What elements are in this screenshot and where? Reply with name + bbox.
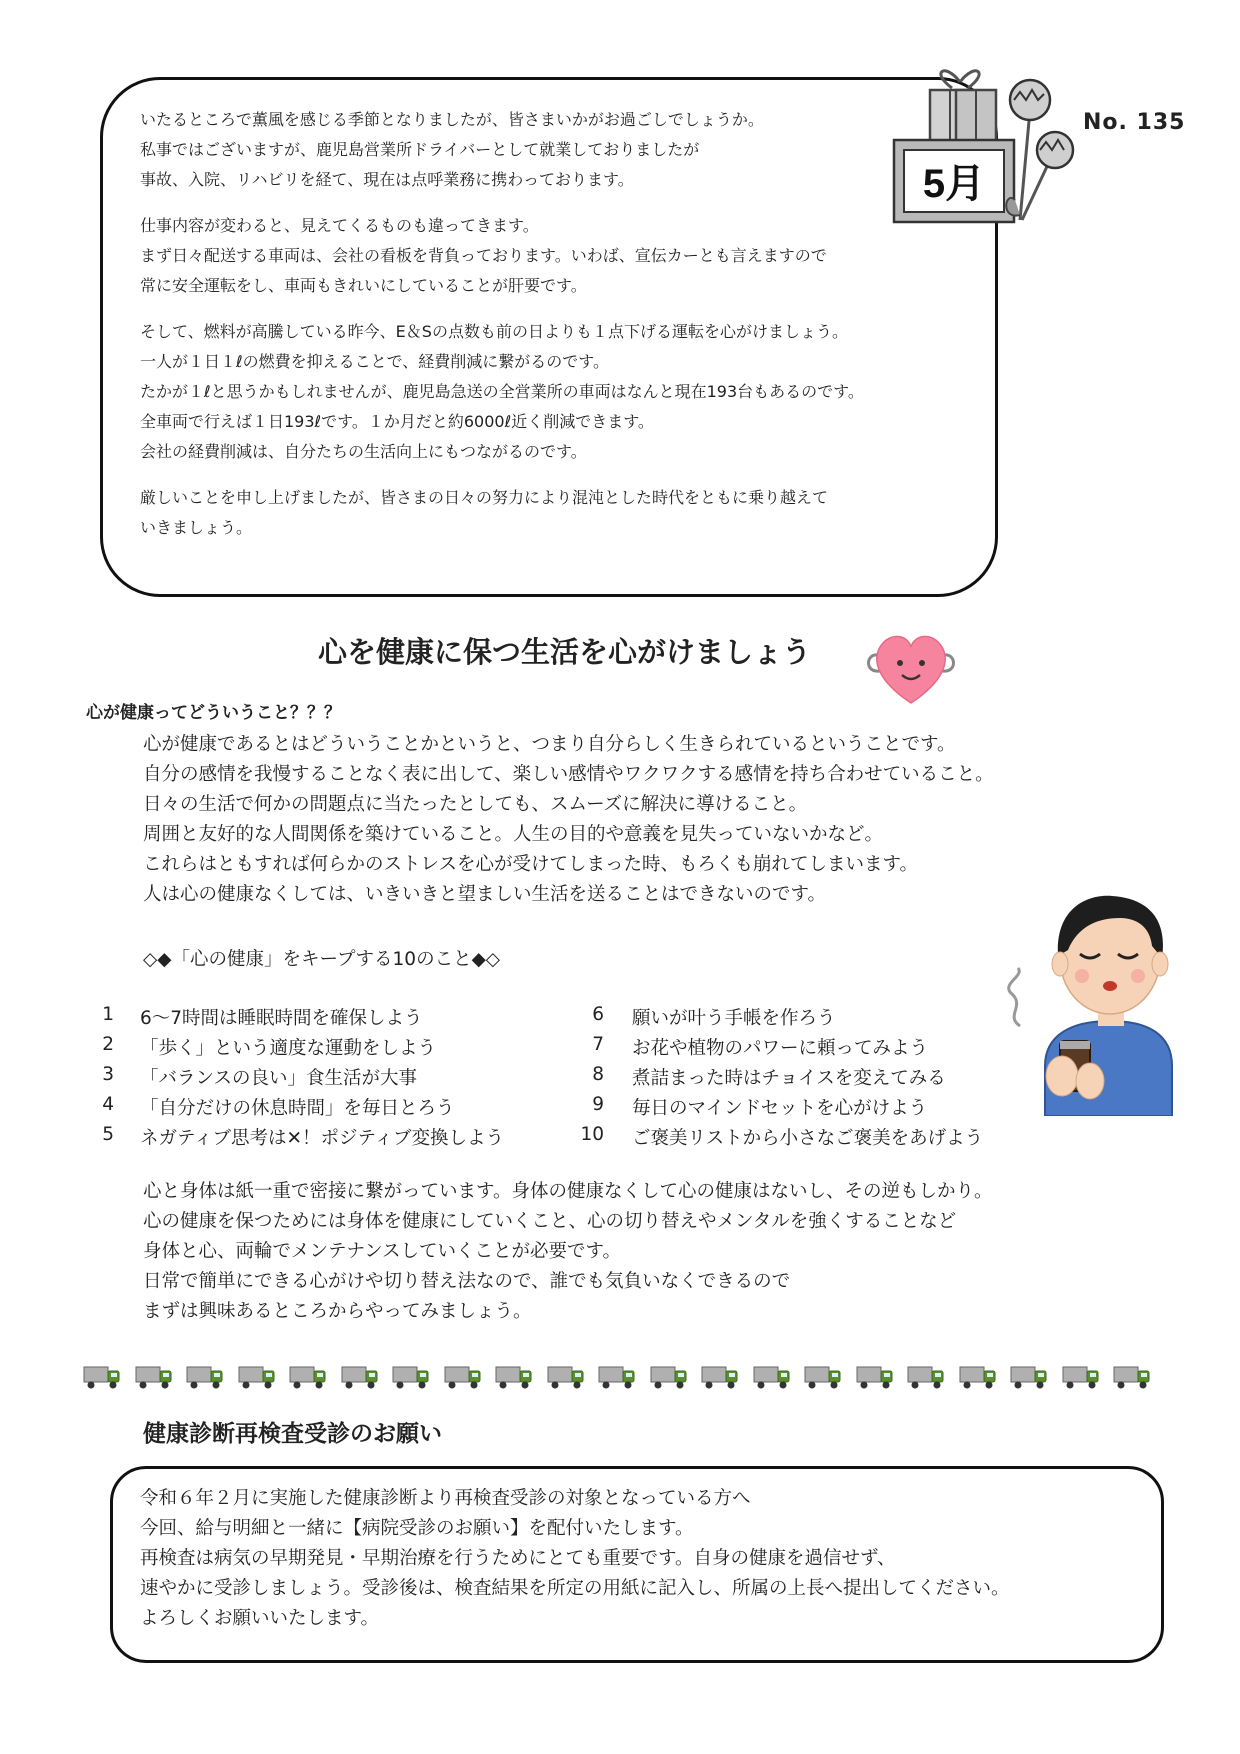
tip-number: 4 <box>102 1094 114 1115</box>
paragraph-line: 周囲と友好的な人間関係を築けていること。人生の目的や意義を見失っていないかなど。 <box>143 824 884 845</box>
closing-line: 心の健康を保つためには身体を健康にしていくこと、心の切り替えやメンタルを強くすることなど <box>143 1211 957 1232</box>
tip-text: 毎日のマインドセットを心がけよう <box>632 1098 928 1119</box>
closing-line: 心と身体は紙一重で密接に繋がっています。身体の健康なくして心の健康はないし、その逆もしかり。 <box>143 1181 993 1202</box>
paragraph-line: 人は心の健康なくしては、いきいきと望ましい生活を送ることはできないのです。 <box>143 884 827 905</box>
delivery-truck-icon <box>958 1364 998 1390</box>
delivery-truck-icon <box>906 1364 946 1390</box>
intro-line: 私事ではございますが、鹿児島営業所ドライバーとして就業しておりましたが <box>140 140 700 159</box>
delivery-truck-icon <box>494 1364 534 1390</box>
delivery-truck-icon <box>82 1364 122 1390</box>
tip-number: 3 <box>102 1064 114 1085</box>
intro-line: 常に安全運転をし、車両もきれいにしていることが肝要です。 <box>140 276 587 295</box>
notice-line: 速やかに受診しましょう。受診後は、検査結果を所定の用紙に記入し、所属の上長へ提出してください。 <box>140 1578 1010 1599</box>
delivery-truck-icon <box>443 1364 483 1390</box>
month-badge: 5月 <box>922 162 986 206</box>
intro-line: 全車両で行えば１日193ℓです。１か月だと約6000ℓ近く削減できます。 <box>140 412 654 431</box>
tip-text: 煮詰まった時はチョイスを変えてみる <box>632 1068 946 1089</box>
tip-number: 9 <box>592 1094 604 1115</box>
tip-text: ネガティブ思考は✕！ポジティブ変換しよう <box>140 1128 505 1149</box>
intro-line: まず日々配送する車両は、会社の看板を背負っております。いわば、宣伝カーとも言えますので <box>140 246 827 265</box>
intro-line: そして、燃料が高騰している昨今、E＆Sの点数も前の日よりも１点下げる運転を心がけましょう。 <box>140 322 848 341</box>
intro-line: 厳しいことを申し上げましたが、皆さまの日々の努力により混沌とした時代をともに乗り越えて <box>140 488 829 507</box>
intro-line: 一人が１日１ℓの燃費を抑えることで、経費削減に繋がるのです。 <box>140 352 610 371</box>
delivery-truck-icon <box>803 1364 843 1390</box>
intro-line: たかが１ℓと思うかもしれませんが、鹿児島急送の全営業所の車両はなんと現在193台もあるのです。 <box>140 382 864 401</box>
tip-text: 6〜7時間は睡眠時間を確保しよう <box>140 1008 423 1029</box>
tips-header: ◇◆「心の健康」をキープする10のこと◆◇ <box>143 949 501 970</box>
intro-line: 仕事内容が変わると、見えてくるものも違ってきます。 <box>140 216 539 235</box>
closing-line: 日常で簡単にできる心がけや切り替え法なので、誰でも気負いなくできるので <box>143 1271 791 1292</box>
tip-text: 「バランスの良い」食生活が大事 <box>140 1068 417 1089</box>
intro-line: 事故、入院、リハビリを経て、現在は点呼業務に携わっております。 <box>140 170 634 189</box>
issue-number: No. 135 <box>1083 110 1186 135</box>
smiling-heart-icon <box>858 625 964 707</box>
delivery-truck-icon <box>391 1364 431 1390</box>
tip-number: 8 <box>592 1064 604 1085</box>
tip-number: 1 <box>102 1004 114 1025</box>
delivery-truck-icon <box>700 1364 740 1390</box>
tip-text: 「歩く」という適度な運動をしよう <box>140 1038 437 1059</box>
carnation-flower-icon <box>1000 70 1090 230</box>
tip-text: ご褒美リストから小さなご褒美をあげよう <box>632 1128 984 1149</box>
truck-divider <box>82 1364 1162 1390</box>
paragraph-line: これらはともすれば何らかのストレスを心が受けてしまった時、もろくも崩れてしまいます。 <box>143 854 918 875</box>
delivery-truck-icon <box>752 1364 792 1390</box>
man-drinking-coffee-icon <box>1000 876 1190 1116</box>
delivery-truck-icon <box>134 1364 174 1390</box>
tip-number: 5 <box>102 1124 114 1145</box>
tip-number: 7 <box>592 1034 604 1055</box>
delivery-truck-icon <box>185 1364 225 1390</box>
closing-line: まずは興味あるところからやってみましょう。 <box>143 1301 532 1322</box>
intro-line: いきましょう。 <box>140 518 253 537</box>
notice-line: 再検査は病気の早期発見・早期治療を行うためにとても重要です。自身の健康を過信せず、 <box>140 1548 896 1569</box>
closing-line: 身体と心、両輪でメンテナンスしていくことが必要です。 <box>143 1241 622 1262</box>
notice-line: 今回、給与明細と一緒に【病院受診のお願い】を配付いたします。 <box>140 1518 694 1539</box>
tip-number: 6 <box>592 1004 604 1025</box>
delivery-truck-icon <box>288 1364 328 1390</box>
tip-number: 2 <box>102 1034 114 1055</box>
paragraph-line: 日々の生活で何かの問題点に当たったとしても、スムーズに解決に導けること。 <box>143 794 808 815</box>
tip-text: お花や植物のパワーに頼ってみよう <box>632 1038 929 1059</box>
delivery-truck-icon <box>1112 1364 1152 1390</box>
delivery-truck-icon <box>855 1364 895 1390</box>
intro-line: 会社の経費削減は、自分たちの生活向上にもつながるのです。 <box>140 442 587 461</box>
notice-line: 令和６年２月に実施した健康診断より再検査受診の対象となっている方へ <box>140 1488 751 1509</box>
delivery-truck-icon <box>597 1364 637 1390</box>
section-title: 心を健康に保つ生活を心がけましょう <box>318 635 812 669</box>
intro-line: いたるところで薫風を感じる季節となりましたが、皆さまいかがお過ごしでしょうか。 <box>140 110 764 129</box>
paragraph-line: 心が健康であるとはどういうことかというと、つまり自分らしく生きられているということです。 <box>143 734 956 755</box>
delivery-truck-icon <box>1061 1364 1101 1390</box>
delivery-truck-icon <box>340 1364 380 1390</box>
checkup-heading: 健康診断再検査受診のお願い <box>143 1421 442 1447</box>
delivery-truck-icon <box>649 1364 689 1390</box>
subheading: 心が健康ってどういうこと？？？ <box>86 703 341 723</box>
notice-line: よろしくお願いいたします。 <box>140 1608 380 1629</box>
delivery-truck-icon <box>237 1364 277 1390</box>
paragraph-line: 自分の感情を我慢することなく表に出して、楽しい感情やワクワクする感情を持ち合わせていること。 <box>143 764 994 785</box>
tip-text: 「自分だけの休息時間」を毎日とろう <box>140 1098 455 1119</box>
tip-number: 10 <box>580 1124 604 1145</box>
delivery-truck-icon <box>546 1364 586 1390</box>
delivery-truck-icon <box>1009 1364 1049 1390</box>
tip-text: 願いが叶う手帳を作ろう <box>632 1008 836 1029</box>
